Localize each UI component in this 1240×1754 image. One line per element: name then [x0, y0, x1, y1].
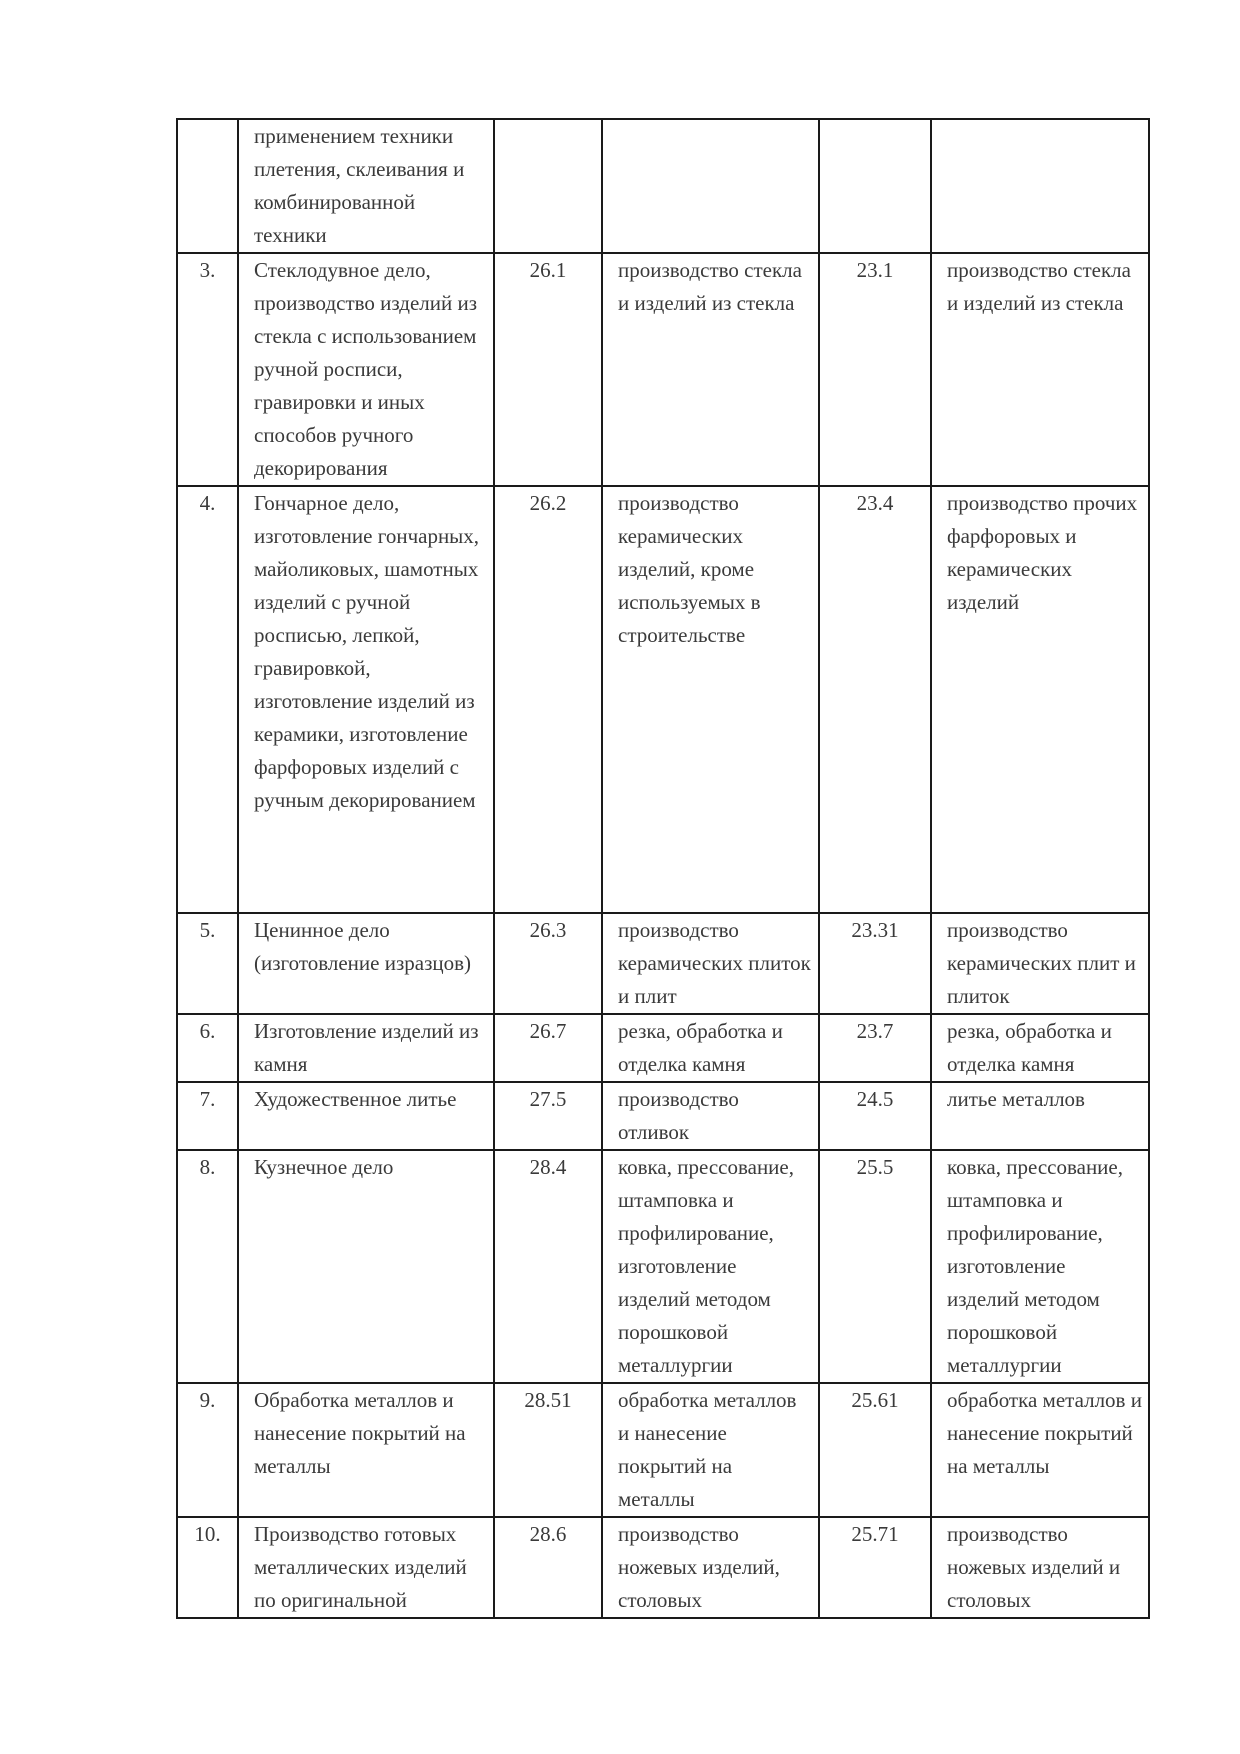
okved-code-new	[819, 119, 931, 253]
okved-code-old: 26.2	[494, 486, 602, 913]
craft-name: Изготовление изделий из камня	[238, 1014, 494, 1082]
activity-name-old	[602, 119, 819, 253]
activity-name-old: производство отливок	[602, 1082, 819, 1150]
activity-name-new: ковка, прессование, штамповка и профилирование, изготовление изделий методом порошковой металлургии	[931, 1150, 1149, 1383]
activity-name-old: производство керамических плиток и плит	[602, 913, 819, 1014]
row-number: 7.	[177, 1082, 238, 1150]
okved-code-new: 23.1	[819, 253, 931, 486]
activity-name-new: резка, обработка и отделка камня	[931, 1014, 1149, 1082]
row-number: 8.	[177, 1150, 238, 1383]
activity-name-old: производство ножевых изделий, столовых	[602, 1517, 819, 1618]
activity-name-old: ковка, прессование, штамповка и профилирование, изготовление изделий методом порошковой металлургии	[602, 1150, 819, 1383]
activity-name-old: производство стекла и изделий из стекла	[602, 253, 819, 486]
okved-code-old: 28.4	[494, 1150, 602, 1383]
activity-name-new: литье металлов	[931, 1082, 1149, 1150]
table-row	[177, 1082, 1149, 1150]
craft-name: Стеклодувное дело, производство изделий из стекла с использованием ручной росписи, гравировки и иных способов ручного декорирования	[238, 253, 494, 486]
activity-name-old: резка, обработка и отделка камня	[602, 1014, 819, 1082]
okved-code-new: 25.71	[819, 1517, 931, 1618]
table-row	[177, 913, 1149, 1014]
table-row	[177, 119, 1149, 253]
craft-name: Производство готовых металлических изделий по оригинальной	[238, 1517, 494, 1618]
row-number: 6.	[177, 1014, 238, 1082]
craft-name: Художественное литье	[238, 1082, 494, 1150]
activity-name-new: производство стекла и изделий из стекла	[931, 253, 1149, 486]
okved-code-new: 23.31	[819, 913, 931, 1014]
table-row	[177, 1014, 1149, 1082]
craft-name: Ценинное дело (изготовление изразцов)	[238, 913, 494, 1014]
activity-name-old: обработка металлов и нанесение покрытий на металлы	[602, 1383, 819, 1517]
activity-name-new: производство керамических плит и плиток	[931, 913, 1149, 1014]
okved-code-old: 26.1	[494, 253, 602, 486]
row-number	[177, 119, 238, 253]
craft-name: применением техники плетения, склеивания и комбинированной техники	[238, 119, 494, 253]
okved-code-new: 24.5	[819, 1082, 931, 1150]
craft-name: Гончарное дело, изготовление гончарных, майоликовых, шамотных изделий с ручной росписью, лепкой, гравировкой, изготовление изделий из керамики, изготовление фарфоровых изделий с ручным декорированием	[238, 486, 494, 913]
table-row	[177, 486, 1149, 913]
okved-code-new: 25.61	[819, 1383, 931, 1517]
craft-name: Обработка металлов и нанесение покрытий на металлы	[238, 1383, 494, 1517]
row-number: 5.	[177, 913, 238, 1014]
activity-name-new: обработка металлов и нанесение покрытий на металлы	[931, 1383, 1149, 1517]
okved-code-old: 26.3	[494, 913, 602, 1014]
row-number: 10.	[177, 1517, 238, 1618]
okved-table	[176, 118, 1150, 1619]
table-row	[177, 1150, 1149, 1383]
okved-code-old: 28.51	[494, 1383, 602, 1517]
okved-code-old: 26.7	[494, 1014, 602, 1082]
activity-name-new: производство ножевых изделий и столовых	[931, 1517, 1149, 1618]
craft-name: Кузнечное дело	[238, 1150, 494, 1383]
activity-name-new	[931, 119, 1149, 253]
okved-code-new: 23.7	[819, 1014, 931, 1082]
table-row	[177, 1517, 1149, 1618]
row-number: 4.	[177, 486, 238, 913]
activity-name-old: производство керамических изделий, кроме используемых в строительстве	[602, 486, 819, 913]
okved-code-new: 25.5	[819, 1150, 931, 1383]
okved-code-old	[494, 119, 602, 253]
okved-code-old: 28.6	[494, 1517, 602, 1618]
row-number: 9.	[177, 1383, 238, 1517]
okved-code-old: 27.5	[494, 1082, 602, 1150]
table-row	[177, 1383, 1149, 1517]
activity-name-new: производство прочих фарфоровых и керамических изделий	[931, 486, 1149, 913]
row-number: 3.	[177, 253, 238, 486]
table-row	[177, 253, 1149, 486]
okved-code-new: 23.4	[819, 486, 931, 913]
